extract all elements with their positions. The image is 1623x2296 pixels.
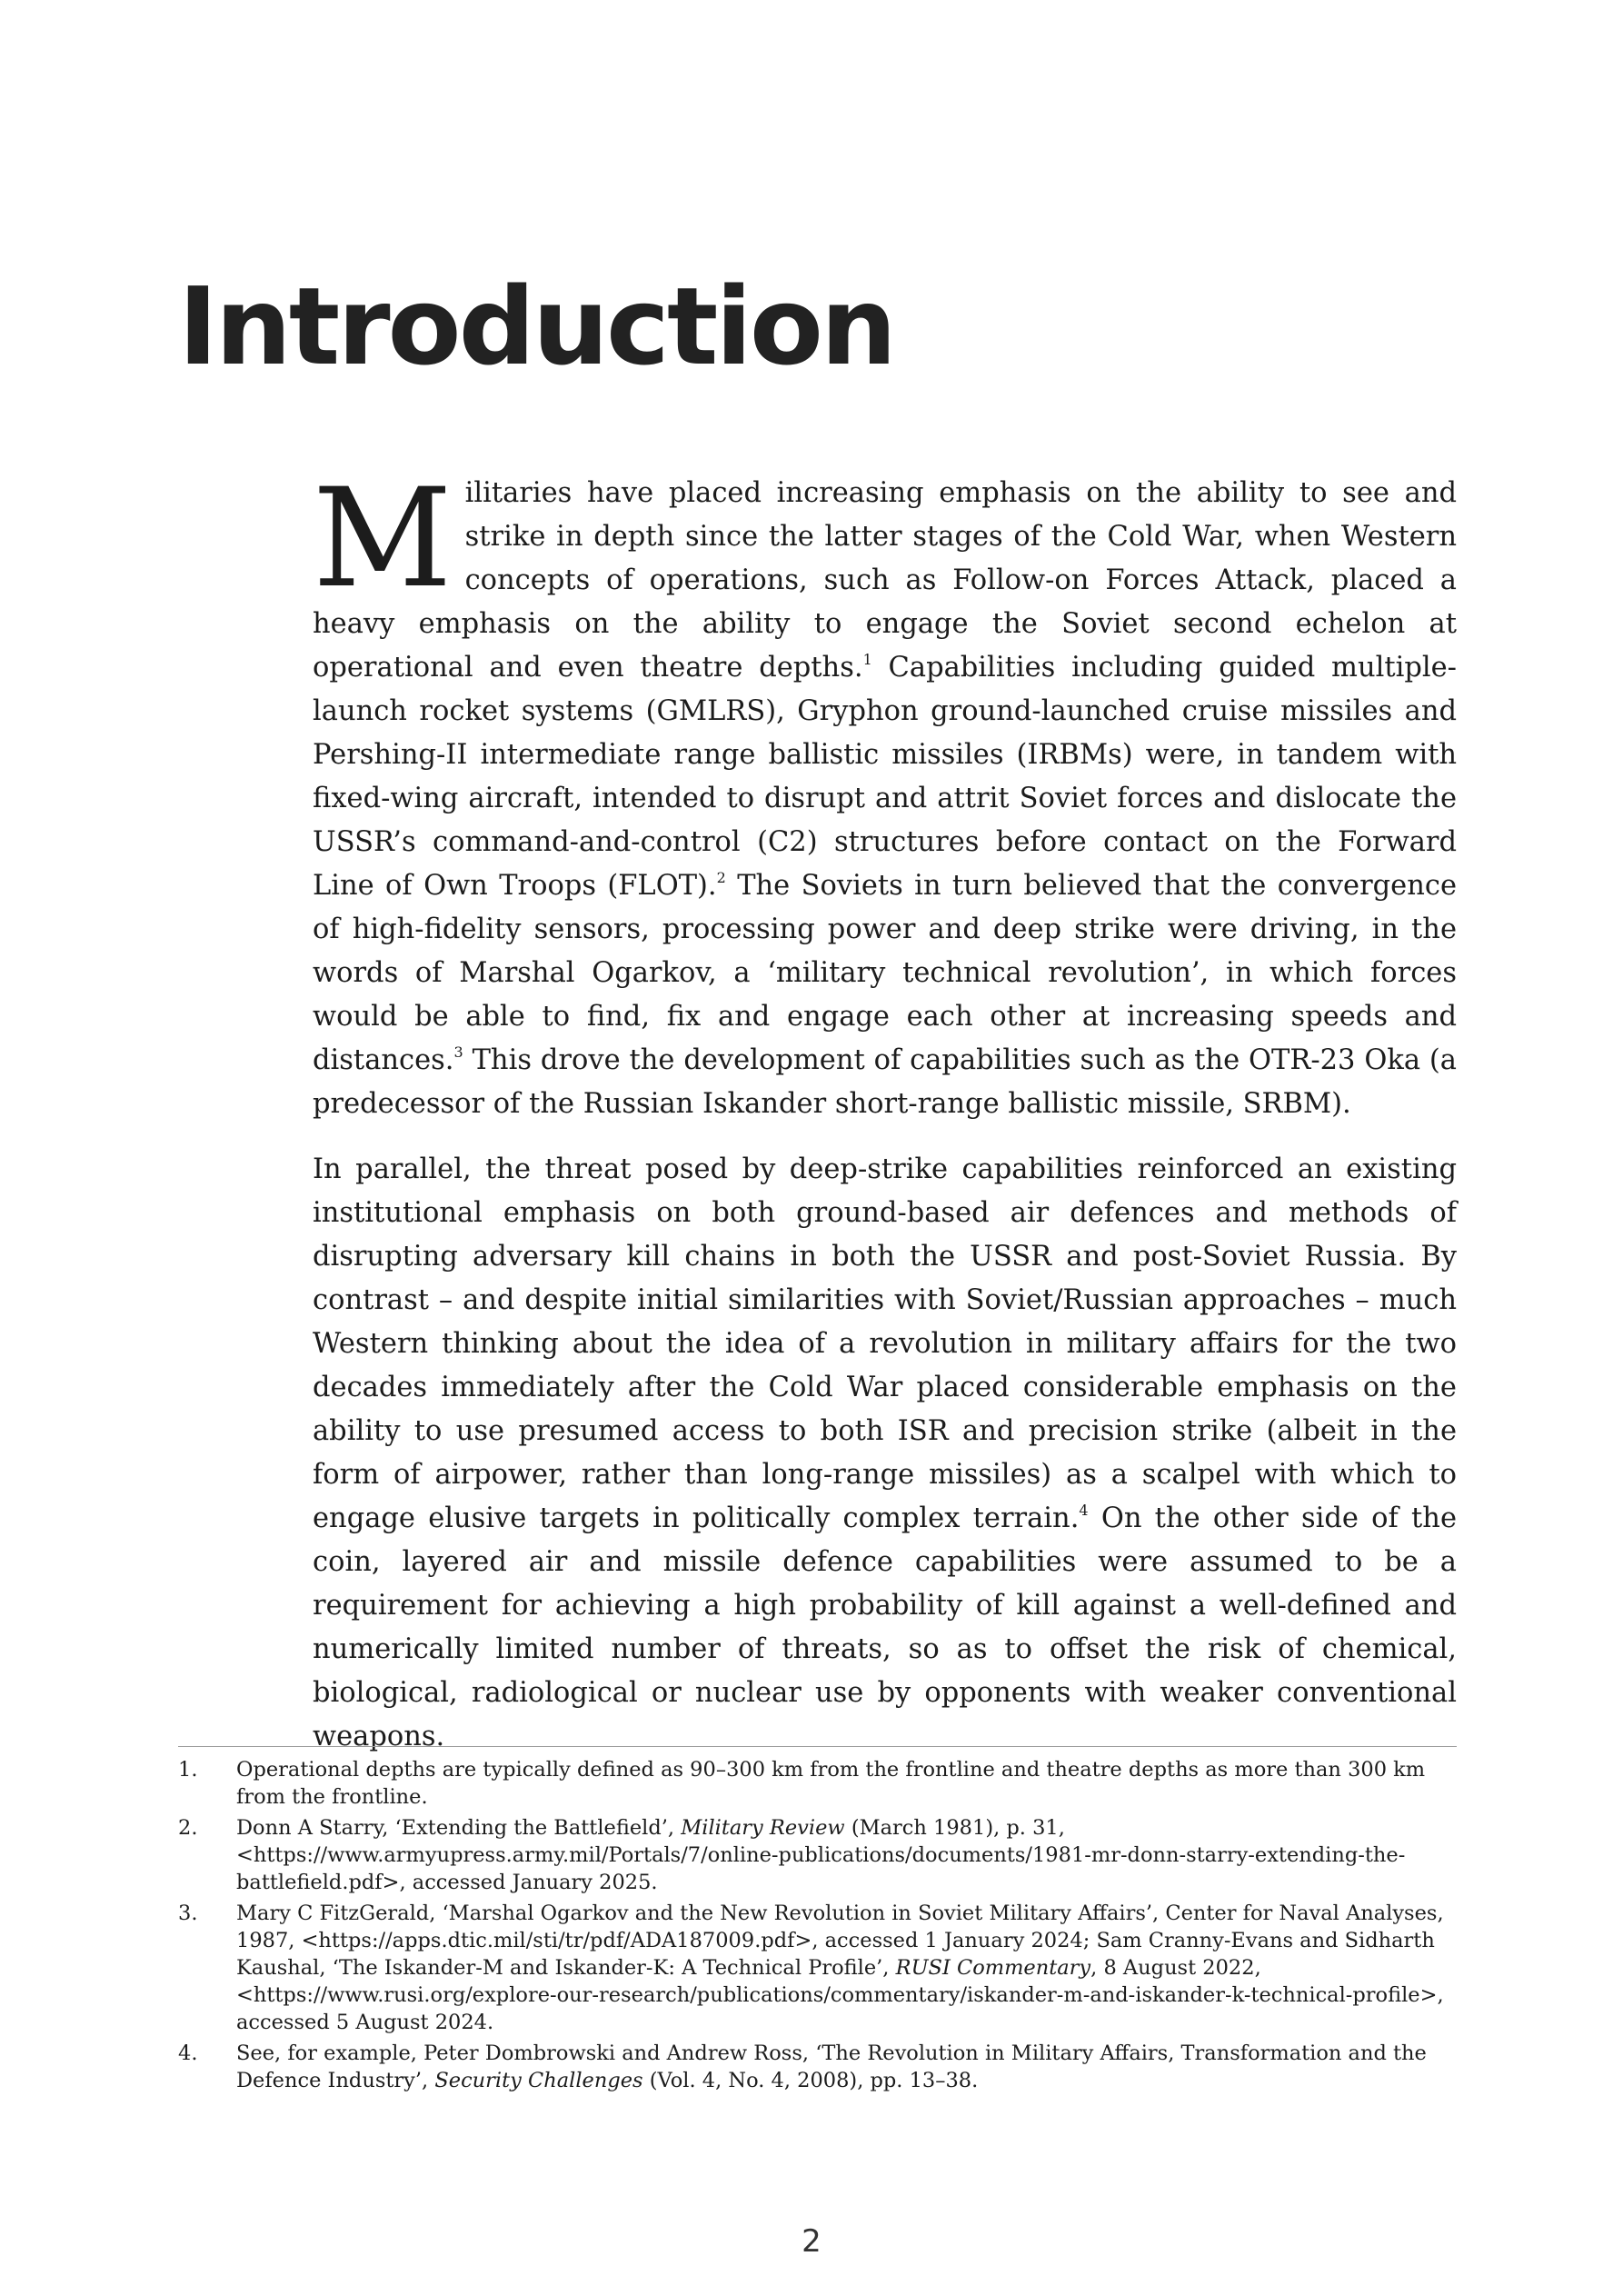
footnote-publication-title: RUSI Commentary — [895, 1956, 1091, 1980]
footnote-2 — [178, 1814, 1457, 1896]
footnote-ref-1[interactable]: 1 — [862, 651, 872, 668]
footnote-text-segment: (Vol. 4, No. 4, 2008), pp. 13–38. — [642, 2069, 979, 2092]
footnote-number: 4. — [178, 2041, 198, 2065]
footnote-text-segment: (March 1981), p. 31, <https://www.armyupress.army.mil/Portals/7/online-publications/documents/1981-mr-donn-starry-extending-the-battlefield.pdf>, accessed January 2025. — [236, 1816, 1406, 1894]
footnote-ref-4[interactable]: 4 — [1079, 1502, 1089, 1519]
footnote-text — [236, 1756, 1457, 1811]
footnote-ref-3[interactable]: 3 — [453, 1043, 463, 1061]
footnote-ref-2[interactable]: 2 — [716, 869, 726, 886]
footnote-text-segment: Mary C FitzGerald, ‘Marshal Ogarkov and the New Revolution in Soviet Military Affairs’, Center for Naval Analyses, 1987, <https://apps.dtic.mil/sti/tr/pdf/ADA187009.pdf>, accessed 1 January 2024; Sam Cranny-Evans and Sidharth Kaushal, ‘The Iskander-M and Iskander-K: A Technical Profile’, — [236, 1902, 1444, 1980]
paragraph-2-text: On the other side of the coin, layered air and missile defence capabilities were assumed to be a requirement for achieving a high probability of kill against a well-defined and numerically limited number of threats, so as to offset the risk of chemical, biological, radiological or nuclear use by opponents with weaker conventional weapons. — [313, 1502, 1457, 1752]
footnote-text-segment: See, for example, Peter Dombrowski and Andrew Ross, ‘The Revolution in Military Affairs, Transformation and the Defence Industry’, — [236, 2041, 1427, 2092]
paragraph-2-text: In parallel, the threat posed by deep-strike capabilities reinforced an existing institutional emphasis on both ground-based air defences and methods of disrupting adversary kill chains in both the USSR and post-Soviet Russia. By contrast – and despite initial similarities with Soviet/Russian approaches – much Western thinking about the idea of a revolution in military affairs for the two decades immediately after the Cold War placed considerable emphasis on the ability to use presumed access to both ISR and precision strike (albeit in the form of airpower, rather than long-range missiles) as a scalpel with which to engage elusive targets in politically complex terrain. — [313, 1153, 1457, 1534]
footnotes-list — [178, 1756, 1457, 2098]
footnote-1 — [178, 1756, 1457, 1811]
paragraph-1 — [313, 460, 1457, 1126]
footnote-text-segment: , 8 August 2022, <https://www.rusi.org/explore-our-research/publications/commentary/iskander-m-and-iskander-k-technical-profile>, accessed 5 August 2024. — [236, 1956, 1444, 2034]
footnote-text-segment: Donn A Starry, ‘Extending the Battlefield’, — [236, 1816, 682, 1840]
footnote-text — [236, 1900, 1457, 2036]
body-text — [313, 460, 1457, 1759]
footnote-divider — [178, 1746, 1457, 1747]
footnote-3 — [178, 1900, 1457, 2036]
footnote-publication-title: Security Challenges — [434, 2069, 643, 2092]
footnote-number: 3. — [178, 1902, 198, 1925]
paragraph-2 — [313, 1148, 1457, 1759]
paragraph-1-text: This drove the development of capabilities such as the OTR-23 Oka (a predecessor of the Russian Iskander short-range ballistic missile, SRBM). — [313, 1044, 1457, 1120]
footnote-text — [236, 1814, 1457, 1896]
chapter-title: Introduction — [178, 264, 894, 389]
drop-cap: M — [313, 460, 453, 618]
page-number: 2 — [802, 2223, 821, 2260]
footnote-publication-title: Military Review — [681, 1816, 845, 1840]
footnote-4 — [178, 2040, 1457, 2094]
paragraph-1-text: Capabilities including guided multiple-launch rocket systems (GMLRS), Gryphon ground-launched cruise missiles and Pershing-II intermediate range ballistic missiles (IRBMs) were, in tandem with fixed-wing aircraft, intended to disrupt and attrit Soviet forces and dislocate the USSR’s command-and-control (C2) structures before contact on the Forward Line of Own Troops (FLOT). — [313, 652, 1457, 902]
footnote-text — [236, 2040, 1457, 2094]
paragraph-1-text: The Soviets in turn believed that the convergence of high-fidelity sensors, processing power and deep strike were driving, in the words of Marshal Ogarkov, a ‘military technical revolution’, in which forces would be able to find, fix and engage each other at increasing speeds and distances. — [313, 870, 1457, 1076]
footnote-number: 2. — [178, 1816, 198, 1840]
footnote-number: 1. — [178, 1758, 198, 1782]
paragraph-1-text: ilitaries have placed increasing emphasis on the ability to see and strike in depth since the latter stages of the Cold War, when Western concepts of operations, such as Follow-on Forces Attack, placed a heavy emphasis on the ability to engage the Soviet second echelon at operational and even theatre depths. — [313, 477, 1457, 684]
footnote-text-segment: Operational depths are typically defined as 90–300 km from the frontline and theatre depths as more than 300 km from the frontline. — [236, 1758, 1426, 1809]
